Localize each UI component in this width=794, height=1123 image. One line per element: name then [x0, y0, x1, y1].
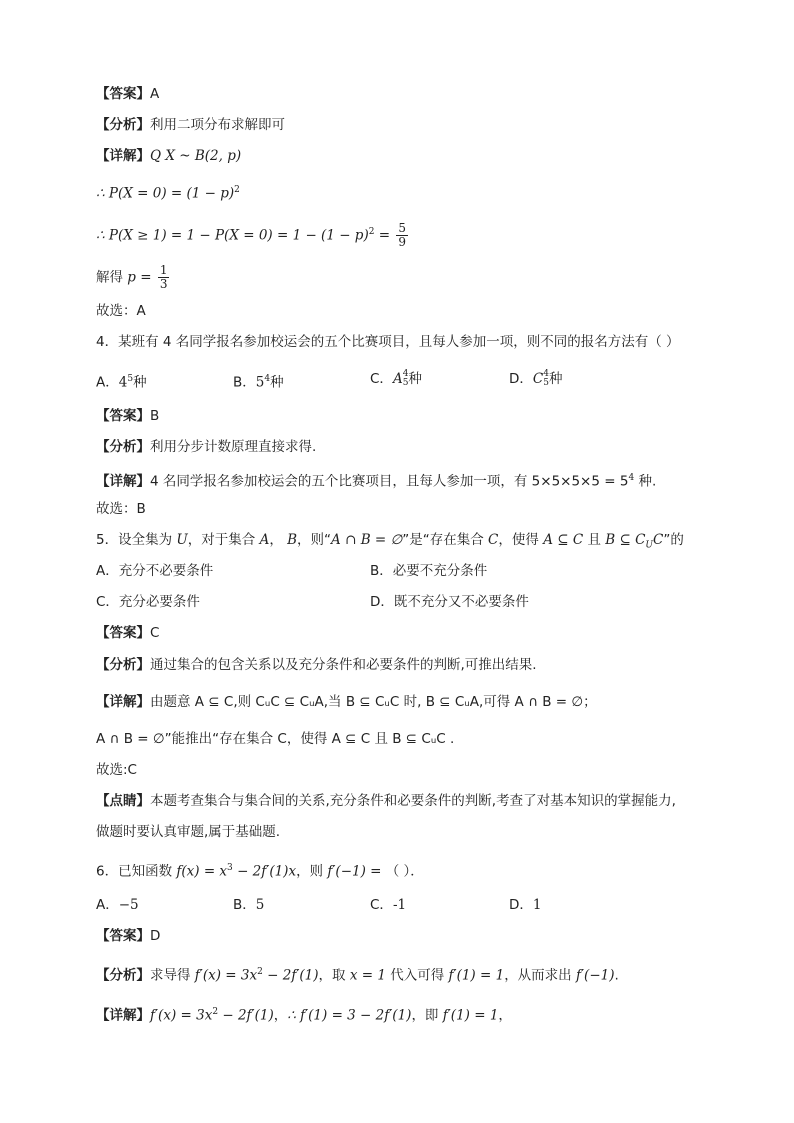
q5-stem-part: 5．设全集为	[96, 532, 177, 548]
q4-stem: 4．某班有 4 名同学报名参加校运会的五个比赛项目，且每人参加一项，则不同的报名方法有（ ）	[96, 334, 680, 350]
option-letter: C．	[370, 371, 393, 387]
q6-analysis	[96, 962, 619, 986]
q5-stem-math: C	[488, 532, 499, 548]
option-base: A	[392, 371, 403, 387]
analysis-math: − 2f′(1)	[262, 967, 319, 984]
answer-tag: 【答案】	[96, 86, 150, 102]
q6-answer	[96, 926, 160, 946]
q5-stem-part: 且	[583, 532, 606, 548]
q3-step1	[96, 180, 240, 204]
answer-value: B	[150, 408, 160, 424]
comment-text: 本题考查集合与集合间的关系,充分条件和必要条件的判断,考查了对基本知识的掌握能力,	[150, 793, 676, 809]
option-letter: A．	[96, 374, 119, 391]
analysis-math: x = 1	[349, 967, 386, 984]
detail-part: ，即	[411, 1007, 443, 1024]
q5-stem-math: A ⊆ C	[543, 532, 584, 548]
option-base: 4	[118, 374, 128, 391]
option-base: 5	[255, 374, 265, 391]
option-value: −5	[118, 897, 139, 913]
detail-math: f′(x) = 3x	[150, 1007, 213, 1024]
q5-stem-math: A	[259, 532, 270, 548]
q5-stem-sub: U	[645, 540, 654, 551]
q3-step2	[96, 222, 410, 249]
q3-choice: 故选：A	[96, 303, 146, 319]
q5-stem-math: U	[176, 532, 188, 548]
option-suffix: 种	[408, 371, 422, 387]
analysis-math: f′(x) = 3x	[194, 967, 258, 984]
detail-math: Q X ~ B(2, p)	[150, 148, 242, 164]
q6-stem-math: − 2f′(1)x	[232, 863, 297, 880]
fraction-numerator: 5	[398, 221, 406, 235]
q5-option-d: D．既不充分又不必要条件	[370, 594, 529, 610]
q5-stem	[96, 530, 684, 556]
detail-sup: 4	[628, 473, 635, 483]
q4-option-c	[370, 369, 422, 389]
q6-stem-sup: 3	[227, 863, 233, 873]
detail-math: f′(1) = 1	[442, 1007, 499, 1024]
step2-exp: 2	[368, 227, 375, 237]
option-value: 1	[532, 897, 542, 913]
detail-tag: 【详解】	[96, 148, 150, 164]
detail-math: − 2f′(1)	[218, 1007, 274, 1024]
detail-math: ∴ f′(1) = 3 − 2f′(1)	[287, 1007, 412, 1024]
option-sup: 4	[543, 369, 549, 379]
detail-tail: 种.	[634, 473, 657, 490]
detail-tag: 【详解】	[96, 473, 150, 490]
detail-tag: 【详解】	[96, 694, 150, 710]
q5-option-a: A．充分不必要条件	[96, 563, 214, 579]
analysis-part: ，取	[318, 967, 350, 984]
detail-tag: 【详解】	[96, 1007, 150, 1024]
q4-choice: 故选：B	[96, 501, 146, 517]
step1-math: ∴ P(X = 0) = (1 − p)	[96, 185, 235, 202]
q5-stem-part: ，使得	[498, 532, 544, 548]
option-value: -1	[392, 897, 407, 913]
detail-text: 由题意 A ⊆ C,则 CᵤC ⊆ CᵤA,当 B ⊆ CᵤC 时, B ⊆ CᵤA,可得 A ∩ B = ∅；	[150, 694, 597, 710]
option-base: C	[532, 371, 544, 387]
q5-stem-math: B	[287, 532, 298, 548]
analysis-part: .	[614, 967, 619, 984]
q3-answer	[96, 84, 159, 104]
fraction-numerator: 1	[159, 263, 168, 277]
analysis-tag: 【分析】	[96, 439, 150, 455]
option-letter: B．	[233, 897, 256, 913]
analysis-part: 代入可得	[385, 967, 449, 984]
analysis-tag: 【分析】	[96, 117, 150, 133]
q5-option-b: B．必要不充分条件	[370, 563, 488, 579]
q6-stem	[96, 858, 424, 882]
analysis-text: 利用二项分布求解即可	[150, 117, 285, 133]
answer-tag: 【答案】	[96, 928, 150, 944]
q5-answer	[96, 623, 159, 643]
option-letter: A．	[96, 897, 119, 913]
q3-analysis	[96, 115, 285, 135]
analysis-part: 求导得	[150, 967, 195, 984]
q5-option-c: C．充分必要条件	[96, 594, 200, 610]
option-sup: 5	[127, 374, 134, 384]
step2-eq: =	[374, 227, 395, 244]
option-suffix: 种	[548, 371, 563, 387]
analysis-text: 通过集合的包含关系以及充分条件和必要条件的判断,可推出结果.	[150, 657, 537, 673]
analysis-sup: 2	[257, 967, 263, 977]
q5-stem-part: ”是“存在集合	[402, 532, 489, 548]
detail-sup: 2	[212, 1007, 219, 1017]
q4-detail	[96, 468, 656, 492]
q5-stem-math: A ∩ B = ∅	[331, 532, 403, 548]
q4-analysis	[96, 437, 316, 457]
answer-tag: 【答案】	[96, 408, 150, 424]
q6-option-a	[96, 895, 139, 915]
answer-tag: 【答案】	[96, 625, 150, 641]
q6-stem-math: f(x) = x	[176, 863, 228, 880]
detail-part: ，	[273, 1007, 288, 1024]
fraction-denominator: 9	[398, 235, 406, 249]
q6-option-c	[370, 895, 406, 915]
answer-value: A	[150, 86, 160, 102]
option-sub: 5	[402, 378, 409, 388]
q5-stem-part: ，对于集合	[187, 532, 260, 548]
q4-answer	[96, 406, 159, 426]
analysis-part: ，从而求出	[504, 967, 576, 984]
analysis-tag: 【分析】	[96, 967, 150, 984]
analysis-math: f′(−1)	[575, 967, 615, 984]
q5-stem-math: C	[653, 532, 664, 548]
option-sup: 4	[264, 374, 271, 384]
fraction	[158, 264, 170, 291]
analysis-text: 利用分步计数原理直接求得.	[150, 439, 317, 455]
solve-text: 解得	[96, 269, 128, 286]
option-letter: C．	[370, 897, 393, 913]
q6-option-d	[509, 895, 542, 915]
option-letter: D．	[509, 371, 533, 387]
q6-detail	[96, 1002, 512, 1026]
q4-option-a	[96, 369, 147, 393]
q5-detail-continued: A ∩ B = ∅”能推出“存在集合 C，使得 A ⊆ C 且 B ⊆ CᵤC .	[96, 731, 455, 747]
q6-stem-part: 6．已知函数	[96, 863, 177, 880]
q3-detail	[96, 146, 241, 166]
q4-option-d	[509, 369, 562, 389]
option-sub: 5	[543, 378, 549, 388]
option-suffix: 种	[270, 374, 284, 391]
detail-part: ，	[498, 1007, 512, 1024]
option-letter: D．	[509, 897, 533, 913]
q3-solve	[96, 264, 171, 291]
option-sup: 4	[402, 369, 409, 379]
q6-stem-math: f′(−1) =	[327, 863, 386, 880]
q5-stem-math: B ⊆ C	[605, 532, 646, 548]
q5-comment	[96, 791, 676, 811]
answer-value: C	[150, 625, 160, 641]
option-value: 5	[255, 897, 265, 913]
q6-stem-part: ，则	[296, 863, 328, 880]
analysis-tag: 【分析】	[96, 657, 150, 673]
step1-exp: 2	[234, 185, 240, 195]
solve-math: p =	[127, 269, 156, 286]
q6-stem-part: （ ）．	[385, 863, 424, 880]
q5-stem-part: ”的	[663, 532, 684, 548]
option-suffix: 种	[133, 374, 147, 391]
option-letter: B．	[233, 374, 256, 391]
answer-value: D	[150, 928, 161, 944]
q5-detail	[96, 692, 597, 712]
q6-option-b	[233, 895, 264, 915]
fraction-denominator: 3	[159, 277, 168, 291]
q5-stem-part: ，则“	[297, 532, 332, 548]
comment-tag: 【点睛】	[96, 793, 150, 809]
q5-comment-continued: 做题时要认真审题,属于基础题.	[96, 824, 281, 840]
fraction	[396, 222, 408, 249]
step2-math: ∴ P(X ≥ 1) = 1 − P(X = 0) = 1 − (1 − p)	[96, 227, 369, 244]
q5-stem-part: ，	[269, 532, 288, 548]
q5-analysis	[96, 655, 537, 675]
q5-choice: 故选:C	[96, 762, 137, 778]
q4-option-b	[233, 369, 284, 393]
detail-text: 4 名同学报名参加校运会的五个比赛项目，且每人参加一项，有 5×5×5×5 = 5	[150, 473, 629, 490]
analysis-math: f′(1) = 1	[448, 967, 505, 984]
